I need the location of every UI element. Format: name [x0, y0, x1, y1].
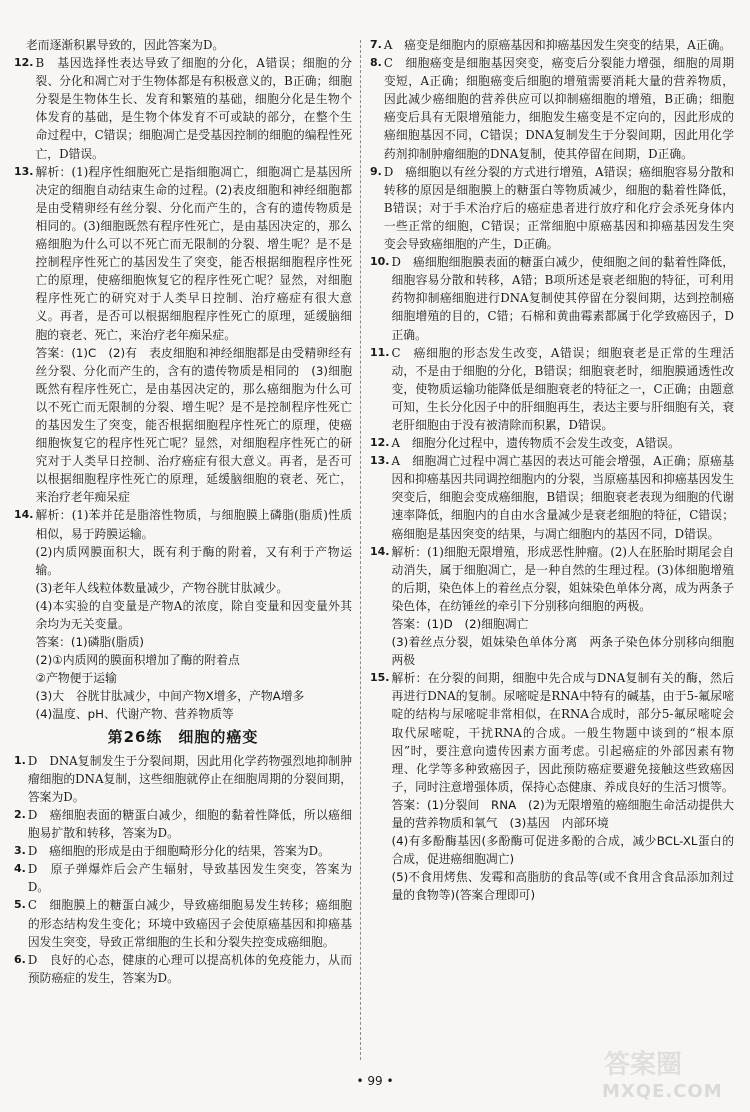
question-number: 12. [14, 56, 34, 70]
left-column [14, 36, 352, 987]
question-number: 14. [14, 508, 34, 522]
question-number: 4. [14, 862, 26, 876]
question-13 [14, 163, 352, 507]
answer-text: (2)①内质网的膜面积增加了酶的附着点 [35, 653, 240, 668]
right-column [370, 36, 734, 905]
analysis-text: 解析：(1)苯并芘是脂溶性物质，与细胞膜上磷脂(脂质)性质相似，易于跨膜运输。 [35, 508, 352, 541]
answer-text: (4)温度、pH、代谢产物、营养物质等 [35, 707, 234, 722]
question-number: 14. [370, 544, 390, 558]
answer-text: C 细胞癌变是细胞基因突变，癌变后分裂能力增强，细胞的周期变短，A正确；细胞癌变后细胞的增殖需要消耗大量的营养物质，因此减少癌细胞的营养供应可以抑制癌细胞的增殖，B正确；细胞癌变后具有无限增殖能力，细胞发生癌变是不定向的，因此形成的癌细胞基因不同，C错误；DNA复制发生于分裂间期，因此用化学药剂抑制肿瘤细胞的DNA复制，使其停留在间期，D正确。 [383, 56, 734, 161]
question-number: 10. [370, 255, 390, 269]
analysis-text: (2)内质网膜面积大，既有利于酶的附着，又有利于产物运输。 [35, 544, 352, 577]
question-6 [14, 951, 352, 987]
question-13b [370, 452, 734, 542]
answer-text: D DNA复制发生于分裂间期，因此用化学药物强烈地抑制肿瘤细胞的DNA复制，这些细胞就停止在细胞周期的分裂间期，答案为D。 [27, 753, 352, 804]
watermark-logo [592, 1044, 742, 1104]
question-number: 1. [14, 753, 26, 767]
question-7 [370, 36, 734, 54]
question-14b [370, 543, 734, 670]
watermark-url: MXQE.COM [602, 1081, 723, 1102]
answer-text: C 癌细胞的形态发生改变，A错误；细胞衰老是正常的生理活动，不是由于细胞的分化，B错误；细胞衰老时，细胞膜通透性改变，使物质运输功能降低是细胞衰老的特征之一，C正确；由题意可知，生长分化因子中的肝细胞再生，表达主要与肝细胞有关，衰老肝细胞由于没有被清除而积累，D错误。 [391, 345, 734, 432]
question-3 [14, 842, 352, 860]
answer-text: A 癌变是细胞内的原癌基因和抑癌基因发生突变的结果，A正确。 [383, 38, 732, 52]
answer-text: (3)大 谷胱甘肽减少，中间产物X增多，产物A增多 [35, 689, 305, 704]
answer-text: (3)着丝点分裂，姐妹染色单体分离 两条子染色体分别移向细胞两极 [391, 635, 734, 668]
question-number: 15. [370, 671, 390, 685]
question-14 [14, 506, 352, 723]
answer-text: B 基因选择性表达导致了细胞的分化，A错误；细胞的分裂、分化和凋亡对于生物体都是有积极意义的，B正确；细胞分裂是生物体生长、发育和繁殖的基础，细胞分化是生物个体发育的基础，是生物个体发育不可或缺的部分，在整个生命过程中，C错误；细胞凋亡是受基因控制的细胞的编程性死亡，D错误。 [35, 56, 352, 161]
answer-text: C 细胞膜上的糖蛋白减少，导致癌细胞易发生转移；癌细胞的形态结构发生变化；环境中致癌因子会使原癌基因和抑癌基因发生突变，导致正常细胞的生长和分裂失控变成癌细胞。 [27, 898, 352, 949]
analysis-text: (4)本实验的自变量是产物A的浓度，除自变量和因变量外其余均为无关变量。 [35, 598, 352, 631]
analysis-text: (3)老年人线粒体数量减少，产物谷胱甘肽减少。 [35, 580, 289, 595]
question-4 [14, 860, 352, 896]
question-number: 6. [14, 952, 26, 966]
analysis-text: 解析：在分裂的间期，细胞中先合成与DNA复制有关的酶，然后再进行DNA的复制。尿嘧啶是RNA中特有的碱基，由于5-氟尿嘧啶的结构与尿嘧啶非常相似，在RNA合成时，部分5-氟尿嘧啶会取代尿嘧啶，干扰RNA的合成。一般生物题中谈到的“根本原因”时，要注意向遗传因素方面考虑。引起癌症的外部因素有物理、化学等多种致癌因子，因此预防癌症要避免接触这些致癌因子，同时注意增强体质，保持心态健康、养成良好的生活习惯等。 [391, 671, 734, 794]
question-number: 13. [370, 454, 390, 468]
watermark-text: 答案圈 [604, 1050, 683, 1080]
answer-text: (5)不食用烤焦、发霉和高脂肪的食品等(或不食用含食品添加剂过量的食物等)(答案合理即可) [391, 870, 734, 903]
column-divider [360, 40, 362, 1060]
question-number: 12. [370, 436, 390, 450]
answer-text: D 原子弹爆炸后会产生辐射，导致基因发生突变，答案为D。 [27, 862, 352, 895]
question-10 [370, 253, 734, 343]
answer-text: ②产物便于运输 [35, 671, 117, 686]
question-5 [14, 896, 352, 950]
question-11 [370, 344, 734, 434]
question-number: 5. [14, 898, 26, 912]
question-number: 2. [14, 807, 26, 821]
question-number: 7. [370, 38, 382, 51]
question-8 [370, 54, 734, 163]
answer-text: 答案：(1)D (2)细胞凋亡 [391, 617, 529, 631]
answer-text: 答案：(1)磷脂(脂质) [35, 635, 144, 650]
answer-text: 答案：(1)分裂间 RNA (2)为无限增殖的癌细胞生命活动提供大量的营养物质和氧气 (3)基因 内部环境 [391, 797, 734, 831]
question-number: 3. [14, 844, 26, 858]
question-1 [14, 752, 352, 806]
answer-text: D 癌细胞细胞膜表面的糖蛋白减少，使细胞之间的黏着性降低，细胞容易分散和转移，A错；B项所述是衰老细胞的特征，可利用药物抑制癌细胞进行DNA复制使其停留在分裂间期，达到控制癌细胞增殖的目的，C错；石棉和黄曲霉素都属于化学致癌因子，D正确。 [391, 255, 734, 342]
question-number: 9. [370, 164, 382, 178]
question-number: 13. [14, 164, 34, 178]
answer-text: 答案：(1)C (2)有 表皮细胞和神经细胞都是由受精卵经有丝分裂、分化而产生的，含有的遗传物质是相同的 (3)细胞既然有程序性死亡，是由基因决定的，那么癌细胞为什么可以不死亡而无限制的分裂、增生呢？是不是控制程序性死亡的基因发生了突变，能否根据细胞程序性死亡的原理，使癌细胞恢复它的程序性死亡呢？显然，对细胞程序性死亡的研究对于人类早日控制、治疗癌症有很大意义。再者，是否可以根据细胞程序性死亡的原理，延缓脑细胞的衰老、死亡，来治疗老年痴呆症 [35, 345, 352, 505]
answer-text: A 细胞分化过程中，遗传物质不会发生改变，A错误。 [391, 436, 680, 451]
analysis-text: 解析：(1)程序性细胞死亡是指细胞凋亡，细胞凋亡是基因所决定的细胞自动结束生命的过程。(2)表皮细胞和神经细胞都是由受精卵经有丝分裂、分化而产生的，含有的遗传物质是相同的。(3)细胞既然有程序性死亡，是由基因决定的，那么癌细胞为什么可以不死亡而无限制的分裂、增生呢？是不是控制程序性死亡的基因发生了突变，能否根据细胞程序性死亡的原理，使癌细胞恢复它的程序性死亡呢？显然，对细胞程序性死亡的研究对于人类早日控制、治疗癌症有很大意义。再者，是否可以根据细胞程序性死亡的原理，延缓脑细胞的衰老、死亡，来治疗老年痴呆症。 [35, 164, 352, 342]
intro-text: 老而逐渐积累导致的，因此答案为D。 [26, 38, 225, 52]
answer-text: D 良好的心态，健康的心理可以提高机体的免疫能力，从而预防癌症的发生，答案为D。 [27, 952, 352, 985]
analysis-text: 解析：(1)细胞无限增殖，形成恶性肿瘤。(2)人在胚胎时期尾会自动消失，属于细胞凋亡，是一种自然的生理过程。(3)体细胞增殖的后期，染色体上的着丝点分裂，姐妹染色单体分离，成为两条子染色体，在纺锤丝的牵引下分别移向细胞的两极。 [391, 544, 734, 613]
question-2 [14, 806, 352, 842]
question-number: 11. [370, 345, 390, 359]
answer-text: A 细胞凋亡过程中凋亡基因的表达可能会增强，A正确；原癌基因和抑癌基因共同调控细胞内的分裂，当原癌基因和抑癌基因发生突变后，细胞会变成癌细胞，B错误；细胞衰老表现为细胞的代谢速率降低，细胞内的自由水含量减少是衰老细胞的特征，C错误；癌细胞是基因突变的结果，与凋亡细胞内的基因不同，D错误。 [391, 454, 734, 541]
question-number: 8. [370, 56, 382, 70]
answer-text: D 癌细胞表面的糖蛋白减少，细胞的黏着性降低，所以癌细胞易扩散和转移，答案为D。 [27, 807, 352, 841]
page-number: • 99 • [356, 1074, 394, 1088]
question-9 [370, 163, 734, 253]
section-title: 第26练 细胞的癌变 [107, 727, 259, 746]
answer-text: D 癌细胞的形成是由于细胞畸形分化的结果，答案为D。 [27, 844, 330, 859]
answer-text: (4)有多酚酶基因(多酚酶可促进多酚的合成，减少BCL-XL蛋白的合成，促进癌细胞凋亡) [391, 834, 734, 867]
question-12 [14, 54, 352, 163]
question-12b [370, 434, 734, 452]
answer-text: D 癌细胞以有丝分裂的方式进行增殖，A错误；癌细胞容易分散和转移的原因是细胞膜上的糖蛋白等物质减少，细胞的黏着性降低，B错误；对于手术治疗后的癌症患者进行放疗和化疗会杀死身体内一些正常的细胞，C错误；正常细胞中原癌基因和抑癌基因发生突变会导致癌细胞的产生，D正确。 [383, 164, 734, 252]
question-15 [370, 669, 734, 904]
